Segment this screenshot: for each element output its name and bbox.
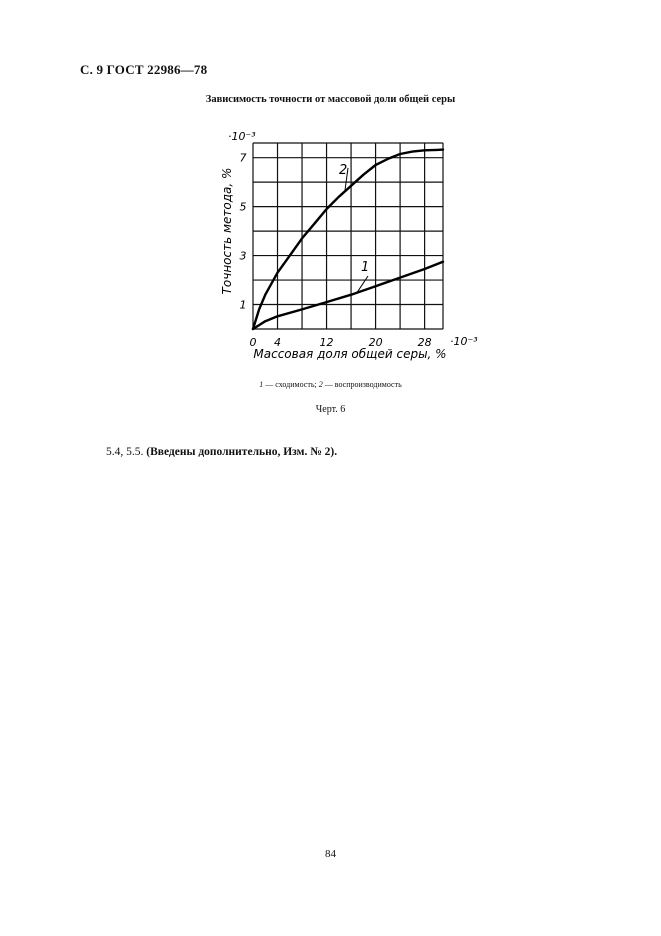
legend-caption xyxy=(0,380,661,389)
series-1-label: 1 xyxy=(361,260,370,275)
x-tick-label-4: 4 xyxy=(274,336,282,349)
legend-text-2: — воспроизводимость xyxy=(322,380,402,389)
x-tick-label-28: 28 xyxy=(417,336,432,349)
chart-series xyxy=(253,150,443,329)
note-paragraph xyxy=(106,446,337,458)
figure-label: Черт. 6 xyxy=(315,404,346,415)
x-multiplier: ·10⁻³ xyxy=(450,335,478,348)
legend-text-1: — сходимость; xyxy=(263,380,319,389)
page-number: 84 xyxy=(325,848,336,860)
series-2-label: 2 xyxy=(339,163,348,178)
series-line-1 xyxy=(253,262,443,329)
note-bold: (Введены дополнительно, Изм. № 2). xyxy=(146,446,338,458)
y-tick-label-7: 7 xyxy=(239,151,247,165)
chart-title: Зависимость точности от массовой доли общей серы xyxy=(205,94,456,105)
page-header: С. 9 ГОСТ 22986—78 xyxy=(80,62,208,77)
series-line-2 xyxy=(253,150,443,329)
note-prefix: 5.4, 5.5. xyxy=(106,446,147,458)
y-multiplier: ·10⁻³ xyxy=(228,130,256,143)
y-axis-label: Точность метода, % xyxy=(220,167,234,295)
y-tick-label-3: 3 xyxy=(239,249,247,263)
x-axis-label: Массовая доля общей серы, % xyxy=(253,347,447,361)
y-tick-label-1: 1 xyxy=(239,298,247,312)
x-tick-label-0: 0 xyxy=(249,336,257,349)
x-tick-label-20: 20 xyxy=(368,336,383,349)
y-tick-label-5: 5 xyxy=(239,200,247,214)
legend-key-2: 2 xyxy=(318,380,323,389)
x-tick-label-12: 12 xyxy=(319,336,334,349)
legend-key-1: 1 xyxy=(259,380,264,389)
